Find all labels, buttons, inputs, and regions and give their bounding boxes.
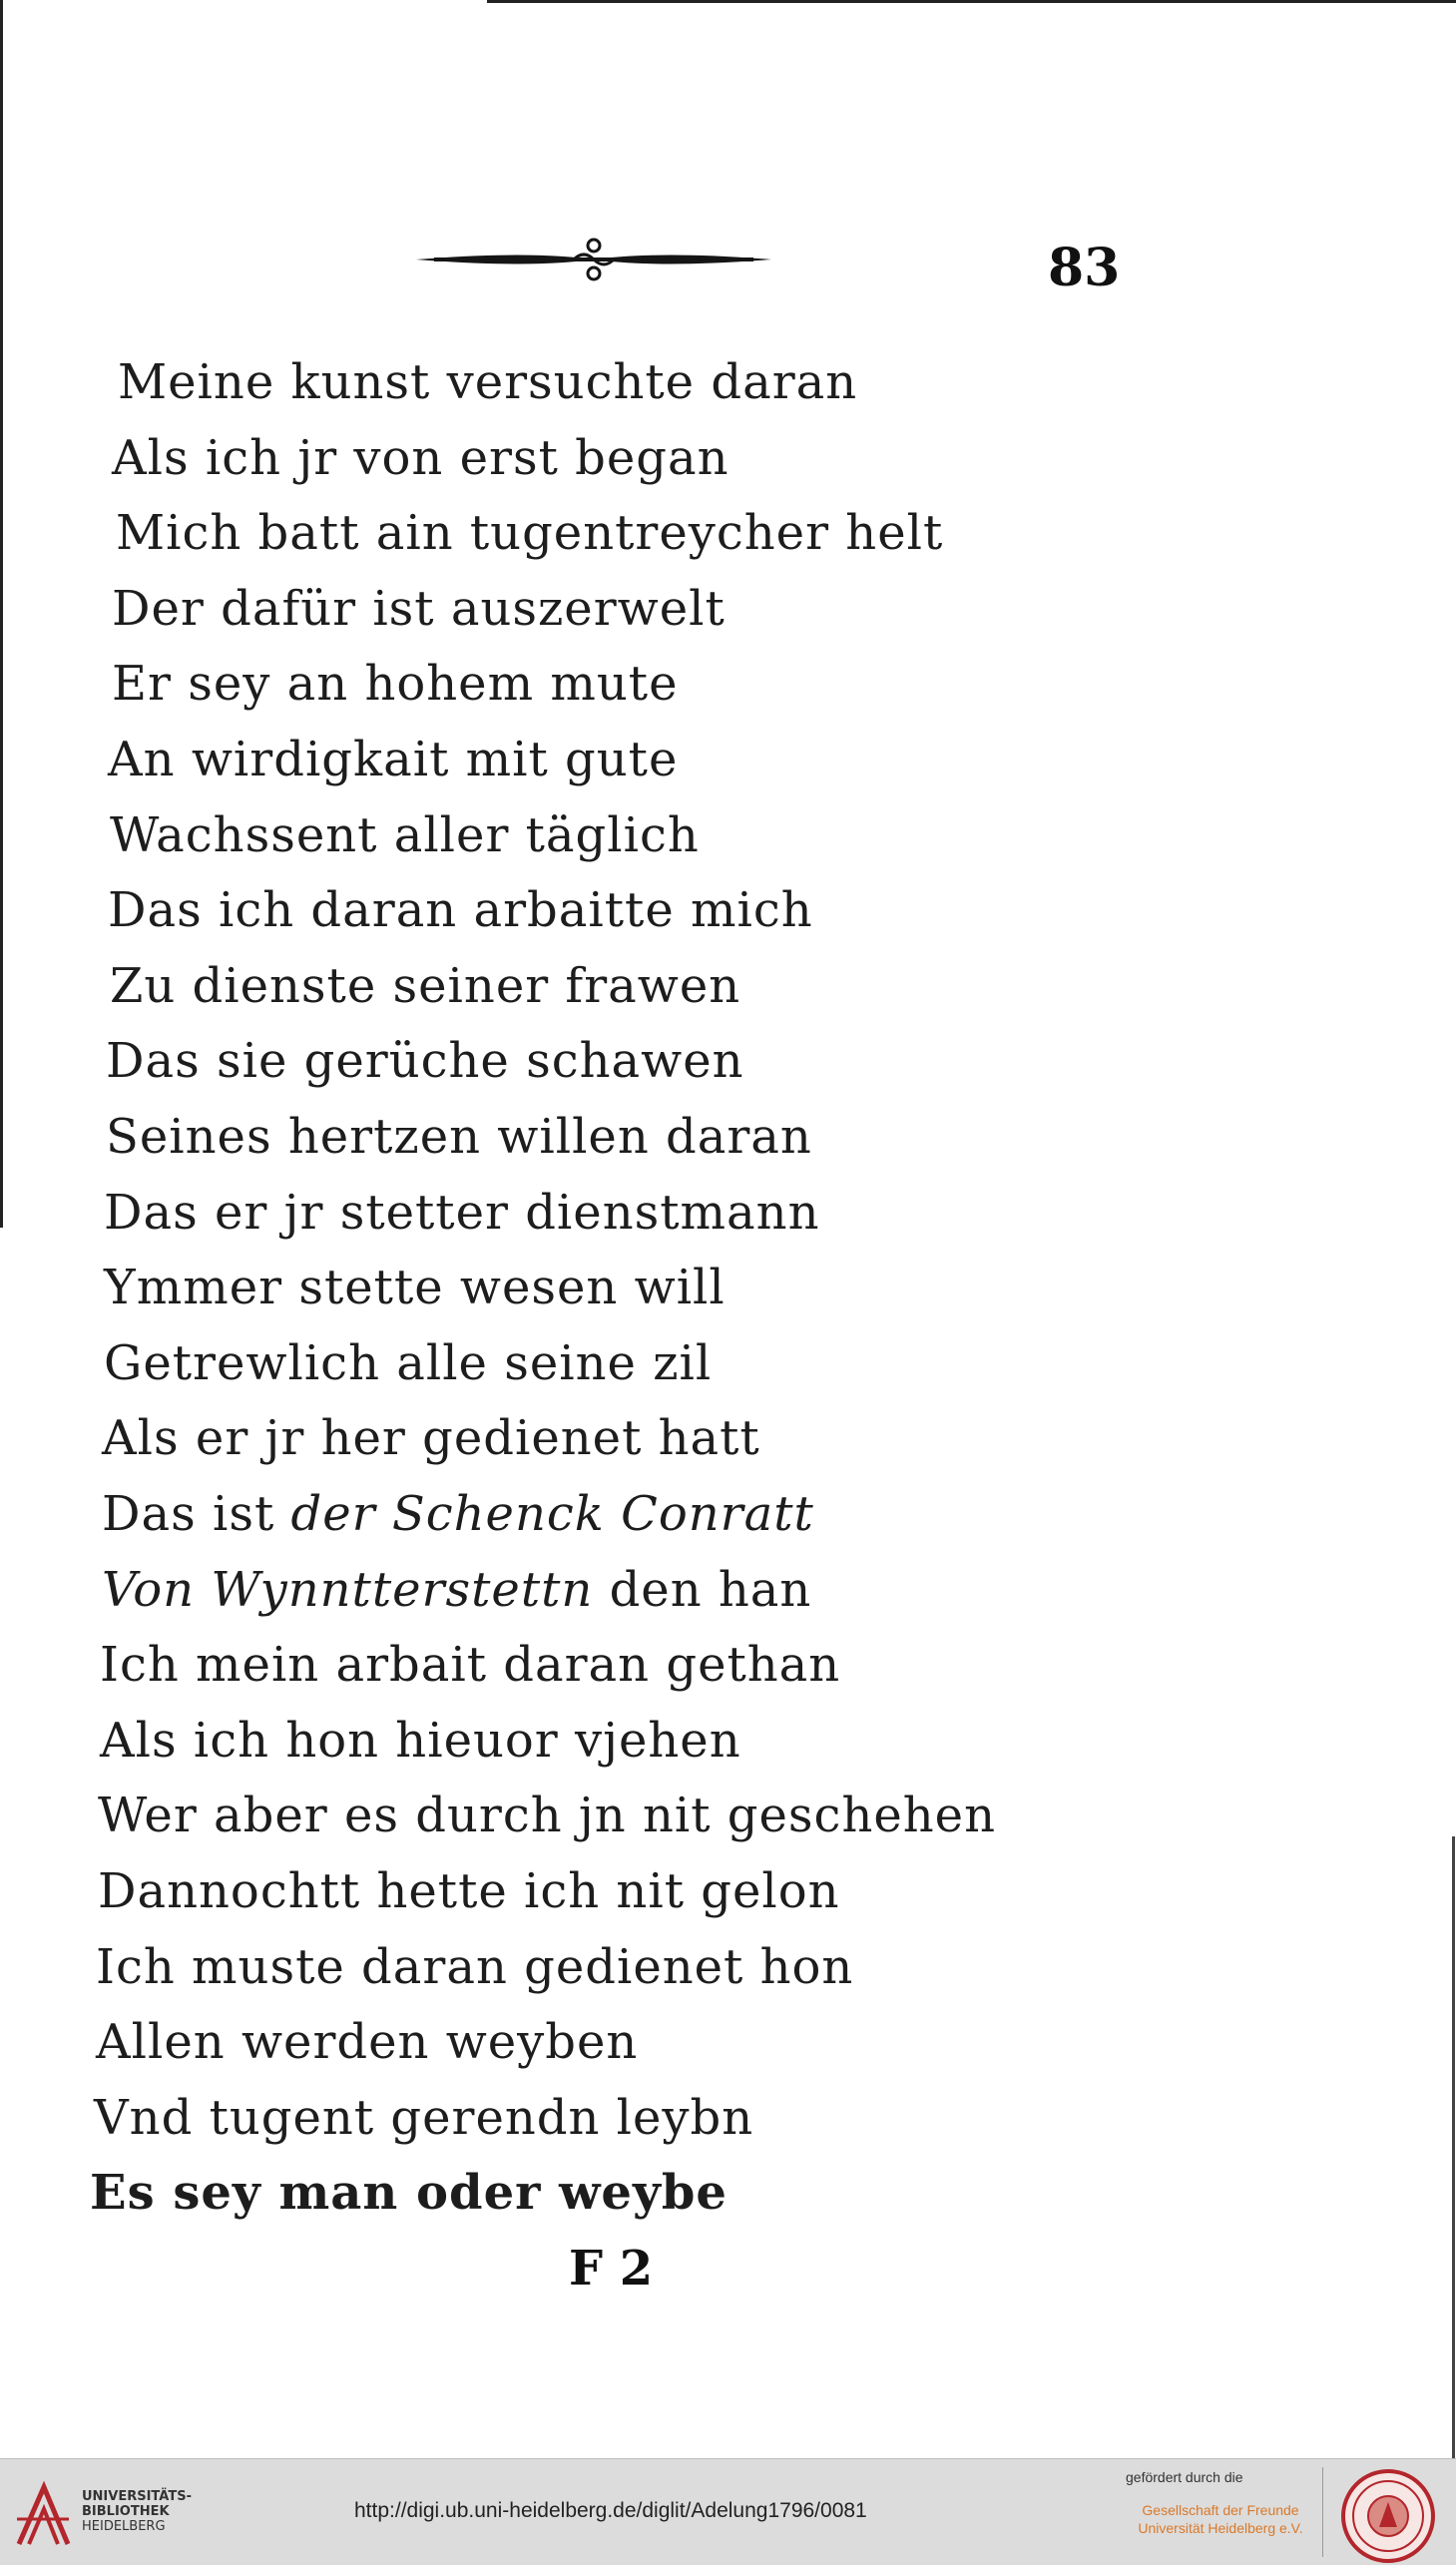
sponsor-org-line1[interactable]: Gesellschaft der Freunde [1142, 2502, 1299, 2518]
verse-line [118, 354, 857, 410]
verse-line [106, 1109, 812, 1165]
verse-line [112, 656, 678, 712]
verse-line [98, 1863, 840, 1919]
verse-text: Zu dienste seiner frawen [110, 957, 741, 1014]
university-seal-icon [1339, 2467, 1437, 2565]
verse-text: Wer aber es durch jn nit geschehen [98, 1788, 996, 1844]
library-name-line1: UNIVERSITÄTS- [82, 2489, 192, 2504]
verse-line [102, 1410, 760, 1466]
verse-text: Seines hertzen willen daran [106, 1109, 812, 1165]
verse-text: Dannochtt hette ich nit gelon [98, 1863, 840, 1919]
sponsor-org-line2[interactable]: Universität Heidelberg e.V. [1138, 2520, 1303, 2536]
verse-text: Das sie gerüche schawen [106, 1033, 744, 1090]
verse-text: Das ich daran arbaitte mich [108, 882, 813, 939]
verse-line [112, 430, 729, 486]
verse-text: Als ich jr von erst began [112, 429, 729, 486]
verse-line [94, 2090, 753, 2146]
verse-text: Der dafür ist auszerwelt [112, 580, 726, 637]
verse-line [104, 1185, 819, 1241]
page-number: 83 [1048, 238, 1121, 298]
verse-text: Allen werden weyben [96, 2014, 639, 2071]
verse-line [112, 581, 726, 637]
permalink-url[interactable]: http://digi.ub.uni-heidelberg.de/diglit/Adelung1796/0081 [354, 2499, 867, 2522]
sponsor-block [1126, 2469, 1315, 2537]
verse-text: Vnd tugent gerendn leybn [94, 2089, 754, 2146]
verse-italic-text: der Schenck Conratt [290, 1486, 814, 1542]
library-name-line3: HEIDELBERG [82, 2519, 166, 2534]
verse-text: Das ist [102, 1486, 291, 1542]
library-logo-icon [14, 2479, 72, 2549]
verse-line [110, 807, 700, 863]
printer-signature: F 2 [569, 2241, 654, 2297]
verse-line [100, 1713, 741, 1769]
sponsor-divider [1322, 2467, 1323, 2557]
verse-text: Meine kunst versuchte daran [118, 354, 858, 410]
verse-text: Als ich hon hieuor vjehen [100, 1712, 741, 1769]
verse-line [98, 1788, 996, 1843]
verse-text: Als er jr her gedienet hatt [102, 1410, 760, 1467]
verse-text: Das er jr stetter dienstmann [104, 1184, 820, 1241]
verse-text: Er sey an hohem mute [112, 656, 679, 713]
verse-line [96, 2014, 638, 2070]
header-ornament [414, 235, 773, 284]
verse-line [96, 1939, 853, 1995]
verse-line [104, 1260, 726, 1315]
verse-line [104, 1335, 712, 1391]
library-name-line2: BIBLIOTHEK [82, 2504, 170, 2519]
verse-text: den han [593, 1561, 812, 1618]
verse-line [102, 1562, 811, 1618]
verse-text: Es sey man oder weybe [90, 2165, 728, 2222]
verse-text: Ymmer stette wesen will [104, 1260, 726, 1316]
verse-text: Wachssent aller täglich [110, 806, 700, 863]
verse-line [100, 1637, 840, 1693]
verse-italic-text: Von Wynntterstettn [102, 1561, 594, 1618]
verse-line [102, 1486, 814, 1542]
verse-text: Mich batt ain tugentreycher helt [116, 505, 944, 562]
verse-line [90, 2165, 728, 2221]
verse-text: Getrewlich alle seine zil [104, 1334, 713, 1391]
verse-text: Ich muste daran gedienet hon [96, 1938, 854, 1995]
verse-line [108, 732, 678, 787]
left-border-rule [0, 0, 3, 1228]
right-border-rule [1452, 1836, 1455, 2465]
verse-text: Ich mein arbait daran gethan [100, 1637, 841, 1694]
sponsor-label: gefördert durch die [1126, 2469, 1243, 2485]
verse-line [110, 958, 740, 1014]
top-border-rule [487, 0, 1456, 3]
verse-line [116, 505, 943, 561]
verse-line [108, 882, 813, 938]
verse-text: An wirdigkait mit gute [108, 732, 679, 787]
verse-line [106, 1033, 744, 1089]
library-name [82, 2489, 222, 2534]
footer-bar [0, 2458, 1456, 2565]
